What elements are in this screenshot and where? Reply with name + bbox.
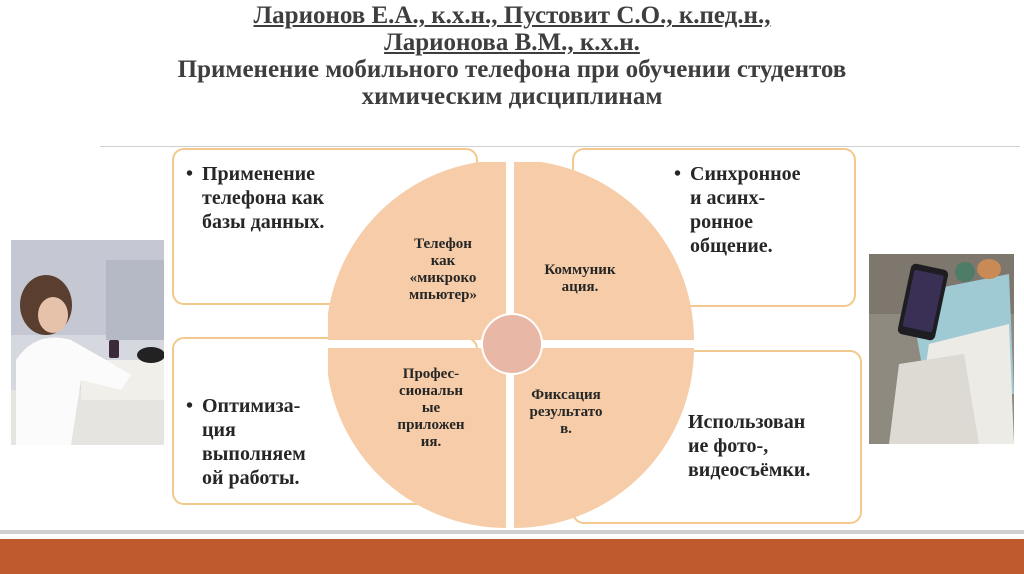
box-communication-text: • Синхронное и асинх- ронное общение. (674, 163, 801, 257)
phone-photo-right (869, 254, 1014, 444)
box-line: Оптимиза- (202, 395, 301, 417)
box-line: и асинх- (690, 187, 766, 209)
quadrant-top-right (514, 162, 694, 340)
quadrant-label-apps: Профес- сиональн ые приложен ия. (397, 366, 465, 450)
box-line: ронное (690, 211, 754, 233)
box-optimization-text: • Оптимиза- ция выполняем ой работы. (186, 395, 306, 489)
box-line: ция (202, 419, 236, 441)
footer-bar (0, 539, 1024, 574)
box-line: Использован (688, 411, 806, 433)
box-line: телефона как (202, 187, 325, 209)
box-line: базы данных. (202, 211, 325, 233)
title-divider (100, 146, 1020, 147)
quadrant-label-communication: Коммуник ация. (544, 262, 616, 295)
topic-line-2: химическим дисциплинам (361, 83, 663, 110)
box-database-text: • Применение телефона как базы данных. (186, 163, 325, 233)
quadrant-bottom-right (514, 348, 694, 528)
authors-line-2: Ларионова В.М., к.х.н. (384, 29, 640, 56)
slide-title (0, 2, 1024, 110)
student-photo-left (11, 240, 164, 445)
topic-line-1: Применение мобильного телефона при обучении студентов (177, 56, 847, 83)
box-line: Применение (202, 163, 316, 185)
box-line: общение. (690, 235, 773, 257)
box-line: выполняем (202, 443, 306, 465)
box-line: ой работы. (202, 467, 300, 489)
box-line: Синхронное (690, 163, 801, 185)
box-line: ие фото-, (688, 435, 769, 457)
quadrant-label-microcomputer: Телефон как «микроко мпьютер» (409, 236, 477, 303)
authors-line-1: Ларионов Е.А., к.х.н., Пустовит С.О., к.пед.н., (253, 2, 771, 29)
box-line: видеосъёмки. (688, 459, 811, 481)
footer-line (0, 530, 1024, 534)
box-photo-video-text (688, 410, 810, 482)
quadrant-label-results: Фиксация результато в. (529, 387, 603, 437)
